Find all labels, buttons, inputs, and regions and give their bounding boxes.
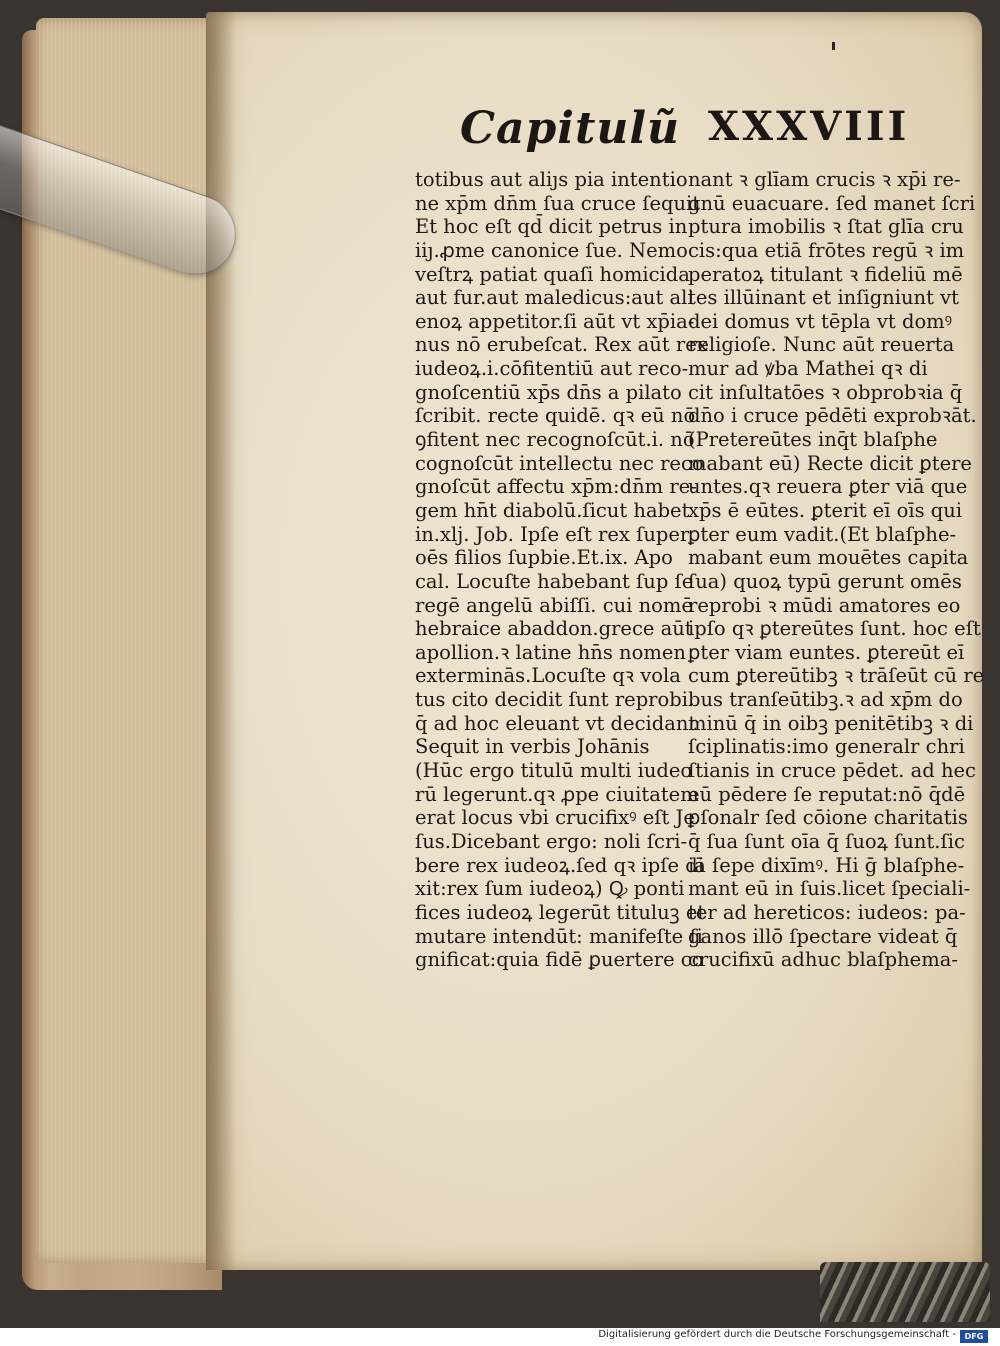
text-line: bere rex iudeoꝝ.ſed qꝛ ipſe di (415, 853, 704, 877)
text-line: erat locus vbi crucifixꝰ eſt Je (415, 806, 695, 830)
page-mark (832, 42, 835, 50)
text-line: mur ad ꝟba Mathei qꝛ di (688, 357, 928, 381)
text-line: ꝑſonalr ſed cōione charitatis (688, 806, 968, 830)
text-line: tes illūinant et inſigniunt vt (688, 286, 959, 310)
text-line: cis:qua etiā frōtes regū ꝛ im (688, 238, 965, 262)
text-line: totibus aut aliȷs pia intentio (415, 168, 688, 191)
text-line: nant ꝛ glīam crucis ꝛ xp̄i re- (688, 168, 961, 191)
text-line: ganos illō ſpectare videat q̄ (688, 924, 958, 948)
text-line: exterminās.Locuſte qꝛ vola (415, 664, 681, 688)
text-line: crucifixū adhuc blaſphema- (688, 948, 958, 972)
heading-chapter-number: XXXVIII (708, 103, 910, 150)
text-line: (Pretereūtes inq̄t blaſphe (688, 428, 938, 452)
text-line: mabant eum mouētes capita (688, 546, 969, 570)
text-line: hebraice abaddon.grece aūt (415, 617, 693, 641)
text-line: ne xp̄m dn̄m ſua cruce ſequit (415, 191, 701, 215)
text-line: Et hoc eſt qd̄ dicit petrus in (415, 215, 688, 239)
text-line: fices iudeoꝝ legerūt tituluꝫ et (415, 900, 706, 924)
text-line: in.xlj. Job. Ipſe eſt rex ſuper (415, 522, 690, 546)
text-line: rū legerunt.qꝛ ꝓpe ciuitatem (415, 782, 699, 806)
text-line: iā ſepe dixīmꝰ. Hi ḡ blaſphe- (688, 853, 965, 877)
text-line: q̄ ad hoc eleuant vt decidant (415, 711, 697, 735)
chapter-heading (460, 103, 920, 163)
text-line: religioſe. Nunc aūt reuerta (688, 333, 955, 357)
text-line: aut fur.aut maledicus:aut ali (415, 286, 694, 310)
text-line: ptura imobilis ꝛ ſtat glīa cru (688, 215, 964, 239)
text-line: iudeoꝝ.i.cōfitentiū aut reco- (415, 357, 689, 381)
text-line: ꝑter eum vadit.(Et blaſphe- (688, 522, 957, 546)
text-line: gnoſcentiū xp̄s dn̄s a pilato (415, 380, 682, 404)
text-line: untes.qꝛ reuera ꝑter viā que (688, 475, 968, 499)
text-line: gnificat:quia fidē ꝑuertere co (415, 948, 704, 972)
text-line: gem hn̄t diabolū.ſicut habet (415, 498, 690, 522)
text-line: gnū euacuare. ſed manet ſcri (688, 191, 976, 215)
text-line: eū pēdere ſe reputat:nō q̄dē (688, 782, 966, 806)
text-line: ꝯfitent nec recognoſcūt.i. nō (415, 428, 695, 452)
text-line: apollion.ꝛ latine hn̄s nomen (415, 640, 686, 664)
text-line: ſciplinatis:imo generalr chri (688, 735, 965, 759)
heading-capitulum: Capitulũ (460, 103, 681, 154)
text-line: bus tranſeūtibꝫ.ꝛ ad xp̄m do (688, 688, 963, 712)
text-line: iiȷ.ꝓme canonice ſue. Nemo (415, 238, 688, 262)
text-line: ſua) quoꝝ typū gerunt omēs (688, 569, 962, 593)
text-line: regē angelū abiſſi. cui nomē (415, 593, 693, 617)
text-line: peratoꝝ titulant ꝛ fideliū mē (688, 262, 963, 286)
text-line: cal. Locuſte habebant ſup ſe (415, 569, 694, 593)
text-line: mutare intendūt: manifeſte ſi (415, 924, 703, 948)
text-column-right (688, 168, 985, 972)
text-line: mabant eū) Recte dicit ꝑtere (688, 451, 972, 475)
text-line: cum ꝑtereūtibꝫ ꝛ trāſeūt cū re (688, 664, 985, 688)
text-line: cognoſcūt intellectu nec reco (415, 451, 704, 475)
text-line: mant eū in ſuis.licet ſpeciali- (688, 877, 971, 901)
text-column-left (415, 168, 708, 972)
text-line: tus cito decidit ſunt reprobi. (415, 688, 695, 712)
text-line: dn̄o i cruce pēdēti exprobꝛāt. (688, 404, 977, 428)
text-line: veſtrꝝ patiat quaſi homicida (415, 262, 690, 286)
text-line: xp̄s ē eūtes. ꝑterit eī oīs qui (688, 498, 963, 522)
text-line: ꝑter viam euntes. ꝑtereūt eī (688, 640, 965, 664)
text-line: ſus.Dicebant ergo: noli ſcri- (415, 829, 688, 853)
text-line: minū q̄ in oibꝫ penitētibꝫ ꝛ di (688, 711, 974, 735)
text-line: ipſo qꝛ ꝑtereūtes ſunt. hoc eſt (688, 617, 981, 641)
text-line: ſtianis in cruce pēdet. ad hec (688, 759, 976, 783)
text-line: oēs filios ſupbie.Et.ix. Apo (415, 546, 673, 570)
text-line: dei domus vt tēpla vt domꝰ (688, 309, 953, 333)
text-line: nus nō erubeſcat. Rex aūt rex (415, 333, 708, 357)
spine-binding (820, 1262, 990, 1322)
funding-credit: Digitalisierung gefördert durch die Deutsche Forschungsgemeinschaft - (598, 1329, 956, 1340)
text-line: xit:rex ſum iudeoꝝ) Ꝙ ponti (415, 877, 685, 901)
dfg-logo: DFG (960, 1330, 988, 1343)
text-line: ter ad hereticos: iudeos: pa- (688, 900, 966, 924)
text-line: gnoſcūt affectu xp̄m:dn̄m re- (415, 475, 697, 499)
text-line: q̄ ſua ſunt oīa q̄ ſuoꝝ ſunt.ſic (688, 829, 965, 853)
text-line: reprobi ꝛ mūdi amatores eo (688, 593, 961, 617)
text-line: cit inſultatōes ꝛ obprobꝛia q̄ (688, 380, 963, 404)
text-line: (Hūc ergo titulū multi iudeo (415, 759, 693, 783)
text-line: Sequit in verbis Johānis (415, 735, 650, 759)
text-line: ſcribit. recte quidē. qꝛ eū nō (415, 404, 696, 428)
text-line: enoꝝ appetitor.ſi aūt vt xp̄ia- (415, 309, 695, 333)
